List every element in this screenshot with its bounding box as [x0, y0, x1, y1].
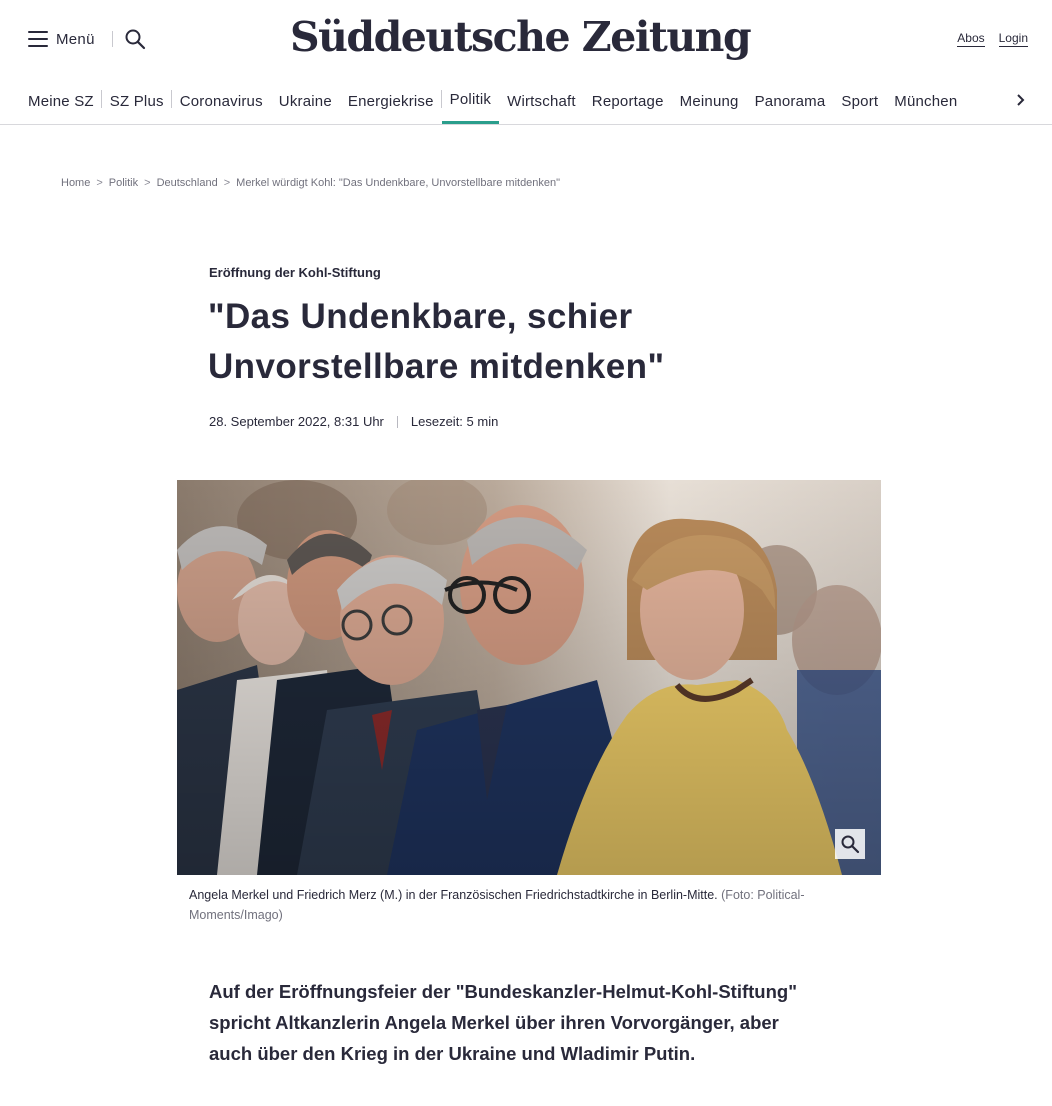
article-kicker: Eröffnung der Kohl-Stiftung	[209, 265, 381, 280]
search-icon	[124, 28, 146, 50]
nav-item-coronavirus[interactable]: Coronavirus	[179, 92, 263, 110]
photo-credit: (Foto: Political-Moments/Imago)	[189, 888, 805, 922]
nav-item-meinung[interactable]: Meinung	[679, 92, 739, 110]
nav-item-ukraine[interactable]: Ukraine	[278, 92, 332, 110]
breadcrumb-separator: >	[144, 177, 151, 189]
login-link[interactable]: Login	[998, 31, 1028, 45]
nav-item-wirtschaft[interactable]: Wirtschaft	[507, 92, 576, 110]
article-headline: "Das Undenkbare, schier Unvorstellbare mitdenken"	[208, 297, 665, 386]
nav-item-muenchen[interactable]: München	[894, 92, 958, 110]
site-header	[0, 0, 1052, 78]
article-lead: Auf der Eröffnungsfeier der "Bundeskanzler-Helmut-Kohl-Stiftung" spricht Altkanzlerin Angela Merkel über ihren Vorvorgänger, aber auch über den Krieg in der Ukraine und Wladimir Putin.	[209, 981, 797, 1064]
nav-scroll-button[interactable]	[1012, 90, 1030, 110]
menu-label: Menü	[56, 30, 95, 48]
menu-button[interactable]	[28, 28, 95, 50]
account-links	[957, 31, 1028, 47]
breadcrumb-separator: >	[96, 177, 103, 189]
breadcrumb-current: Merkel würdigt Kohl: "Das Undenkbare, Unvorstellbare mitdenken"	[236, 177, 561, 189]
photo-caption	[189, 885, 879, 925]
zoom-icon	[840, 834, 860, 854]
nav-item-energiekrise[interactable]: Energiekrise	[340, 78, 442, 124]
header-divider	[112, 31, 113, 47]
article-date: 28. September 2022, 8:31 Uhr	[209, 414, 384, 429]
nav-item-sport[interactable]: Sport	[841, 92, 879, 110]
article-photo[interactable]	[177, 480, 881, 875]
chevron-right-icon	[1012, 90, 1030, 110]
caption-text: Angela Merkel und Friedrich Merz (M.) in der Französischen Friedrichstadtkirche in Berlin-Mitte.	[189, 888, 718, 902]
breadcrumb	[61, 177, 560, 189]
abos-link[interactable]: Abos	[957, 31, 985, 45]
nav-item-reportage[interactable]: Reportage	[591, 92, 664, 110]
article-meta	[209, 414, 498, 429]
breadcrumb-home[interactable]: Home	[61, 177, 91, 189]
nav-item-panorama[interactable]: Panorama	[754, 92, 826, 110]
reading-time: Lesezeit: 5 min	[410, 414, 499, 429]
breadcrumb-separator: >	[223, 177, 231, 189]
main-navigation	[0, 78, 1052, 125]
nav-item-politik[interactable]: Politik	[442, 78, 499, 124]
meta-divider	[397, 416, 398, 428]
search-button[interactable]	[124, 28, 146, 50]
hamburger-icon	[28, 31, 48, 47]
breadcrumb-deutschland[interactable]: Deutschland	[156, 177, 218, 189]
nav-item-sz-plus[interactable]: SZ Plus	[102, 78, 172, 124]
breadcrumb-politik[interactable]: Politik	[108, 177, 139, 189]
site-logo[interactable]: Süddeutsche Zeitung	[290, 13, 751, 61]
photo-image	[177, 480, 881, 875]
zoom-button[interactable]	[835, 829, 865, 859]
nav-item-meine-sz[interactable]: Meine SZ	[20, 78, 102, 124]
